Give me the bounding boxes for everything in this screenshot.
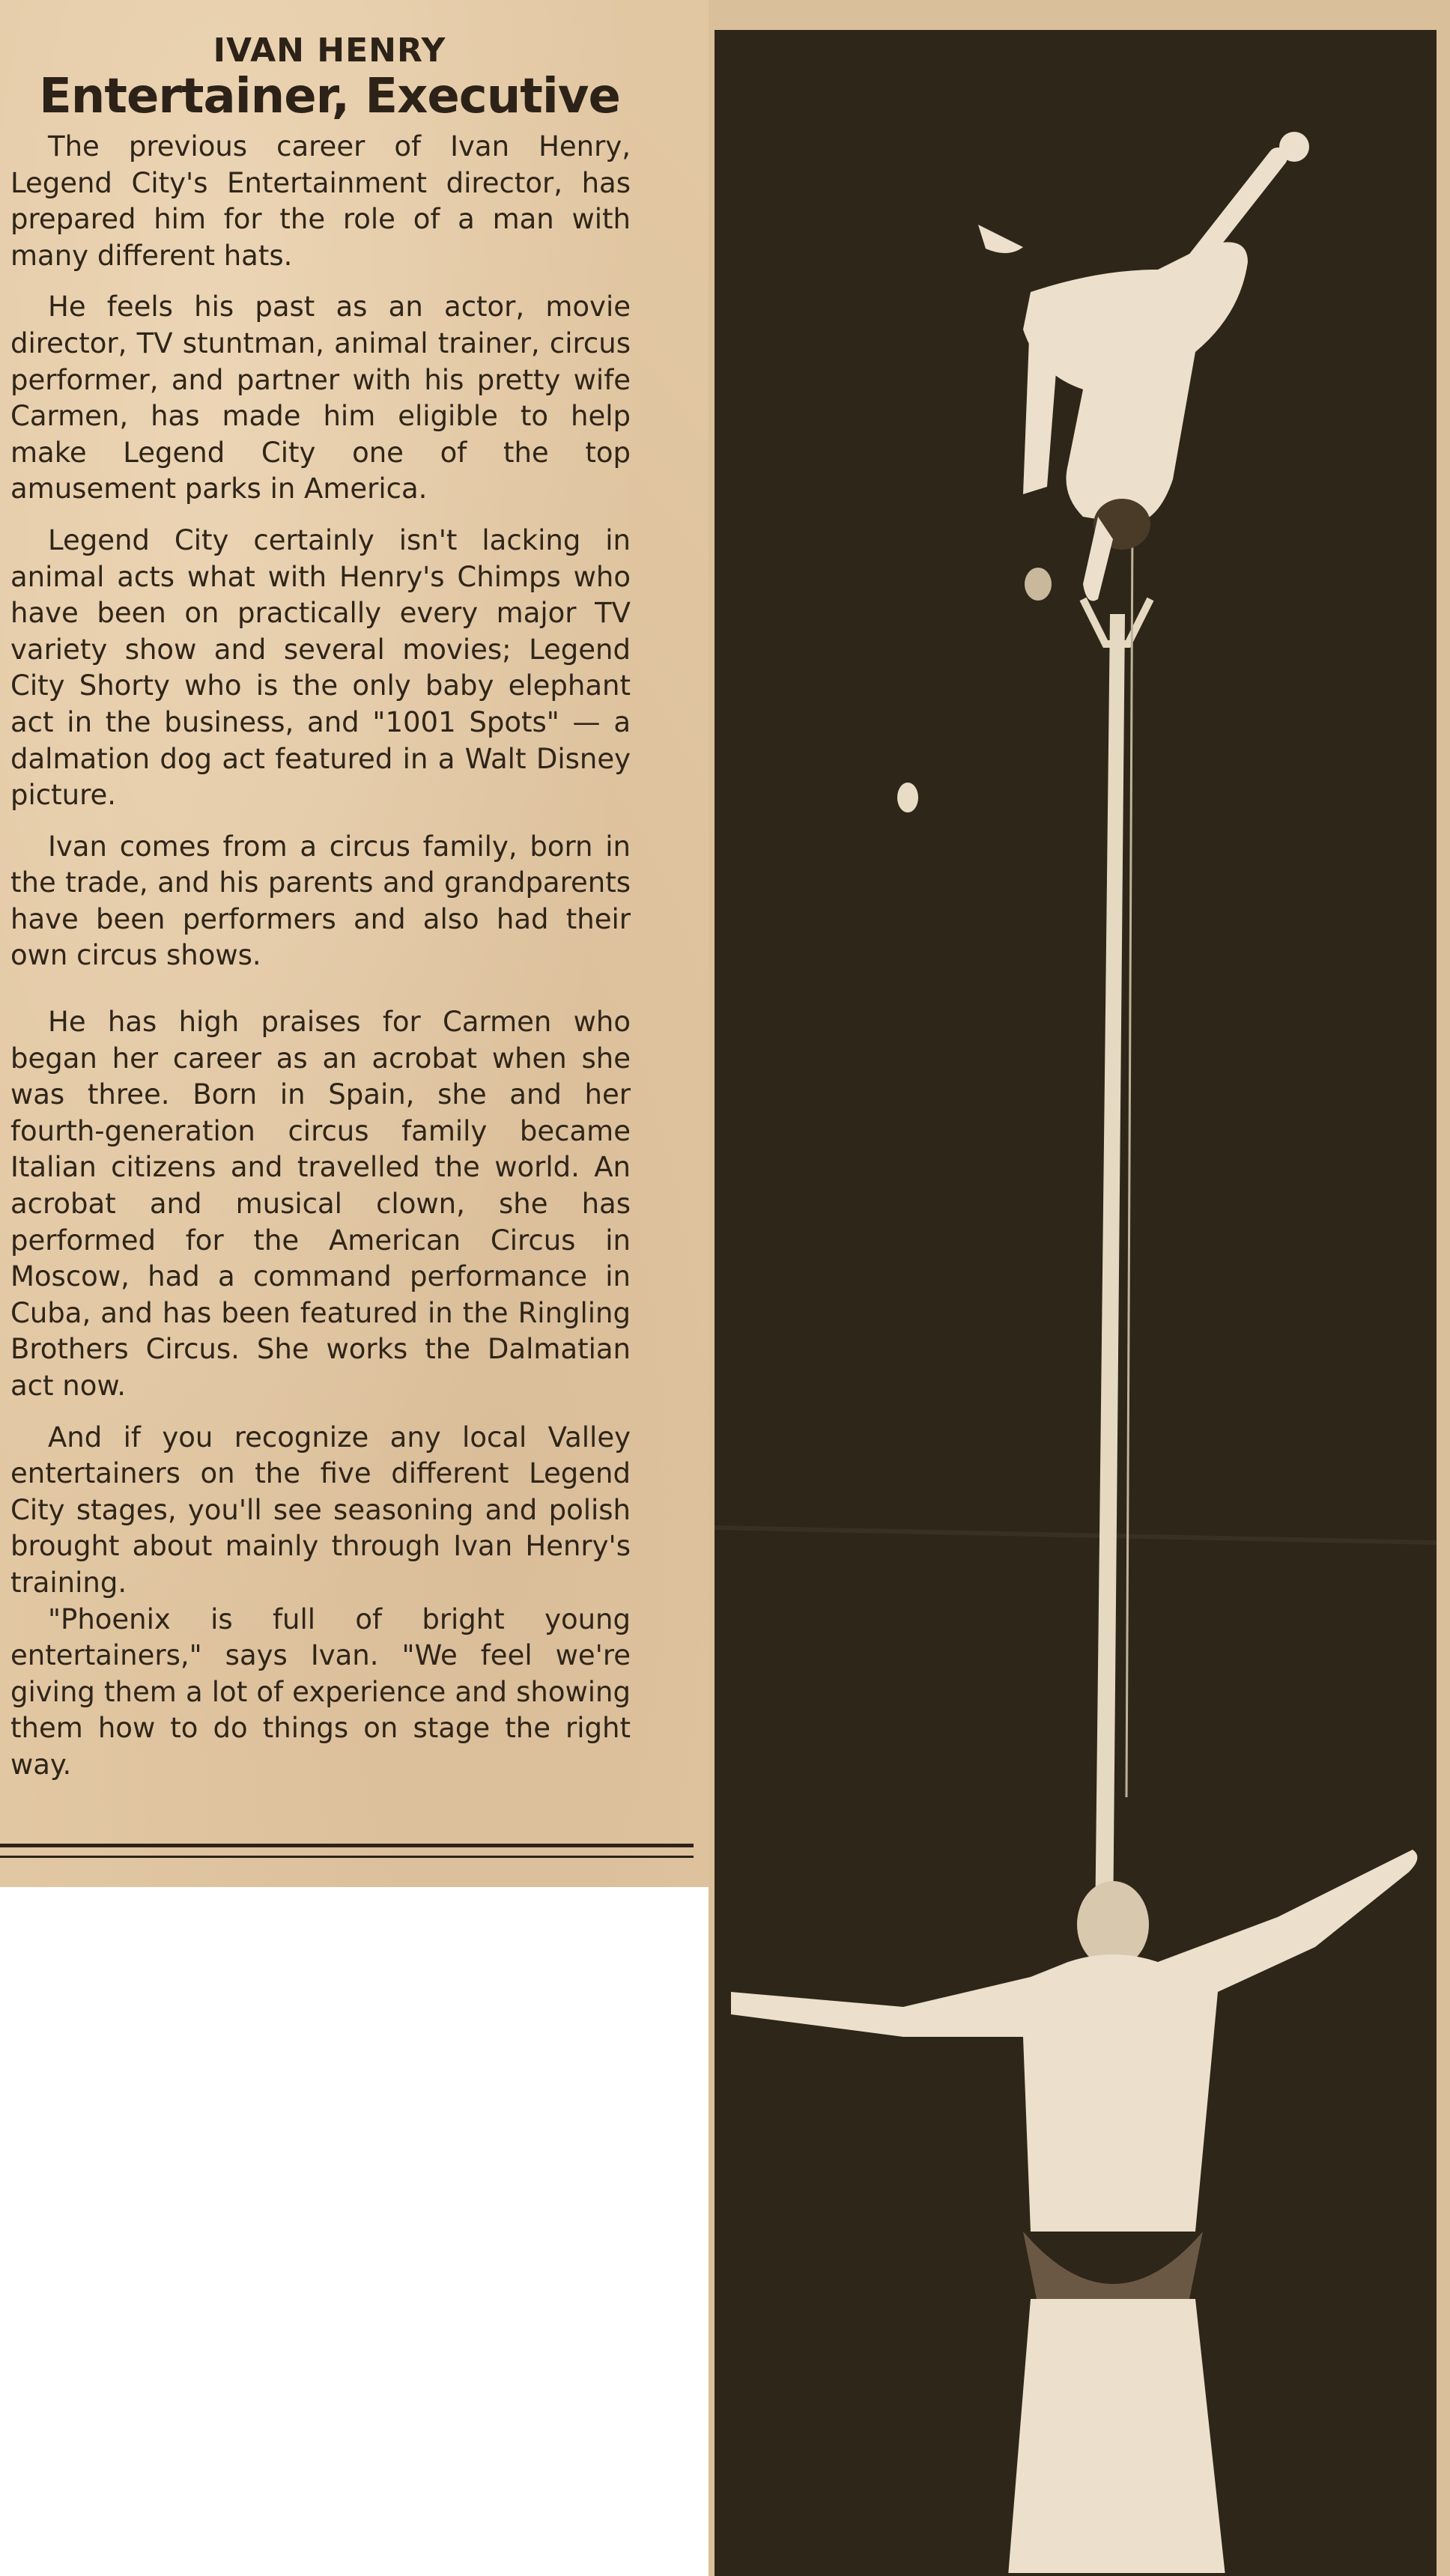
article-paragraph: Ivan comes from a circus family, born in the trade, and his parents and grandparents have been performers and also had their own circus shows. [10, 830, 631, 972]
article-paragraph: He has high praises for Carmen who began her career as an acrobat when she was three. Born in Spain, she and her fourth-generation circus family became Italian citizens and travelled the world. An acrobat and musical clown, she has performed for the American Circus in Moscow, had a command performance in Cuba, and has been featured in the Ringling Brothers Circus. She works the Dalmatian act now. [10, 1006, 631, 1402]
photo-edge [715, 2573, 1437, 2576]
column-rule [0, 1844, 694, 1847]
article-paragraph: Legend City certainly isn't lacking in animal acts what with Henry's Chimps who have been on practically every major TV variety show and several movies; Legend City Shorty who is the only baby elephant act in the business, and "1001 Spots" — a dalmation dog act featured in a Walt Disney picture. [10, 523, 631, 812]
acrobat-photo [709, 0, 1450, 2576]
article-paragraph: And if you recognize any local Valley entertainers on the five different Legend City stages, you'll see seasoning and polish brought about mainly through Ivan Henry's training. [10, 1421, 631, 1599]
photo-acrobats-perch-pole [709, 0, 1450, 2576]
article-kicker: IVAN HENRY [213, 31, 446, 70]
light-glint [897, 783, 918, 812]
article-headline: Entertainer, Executive [39, 69, 620, 124]
article-body [10, 129, 631, 1784]
column-rule [0, 1856, 694, 1858]
newspaper-clipping-text [0, 0, 718, 1887]
article-paragraph: "Phoenix is full of bright young entertainers," says Ivan. "We feel we're giving them a lot of experience and showing them how to do things on stage the right way. [10, 1603, 631, 1781]
article-paragraph: The previous career of Ivan Henry, Legend City's Entertainment director, has prepared him for the role of a man with many different hats. [10, 130, 631, 272]
article-paragraph: He feels his past as an actor, movie director, TV stuntman, animal trainer, circus performer, and partner with his pretty wife Carmen, has made him eligible to help make Legend City one of the top amusement parks in America. [10, 291, 631, 505]
